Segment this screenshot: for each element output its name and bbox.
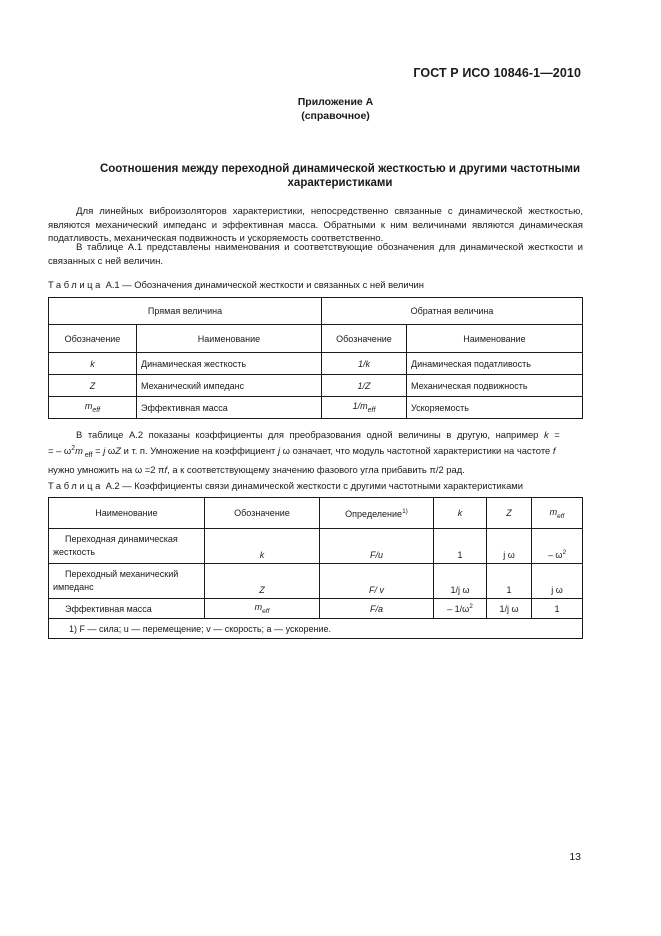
table1-group-inverse: Обратная величина	[322, 298, 583, 325]
table2-header-k: k	[434, 498, 487, 529]
table1-group-direct: Прямая величина	[49, 298, 322, 325]
table-row	[49, 397, 583, 419]
table1-header-inv-name: Наименование	[407, 325, 583, 353]
table2-header-symbol: Обозначение	[205, 498, 320, 529]
table1-cell-inv-symbol: 1/Z	[322, 375, 407, 397]
annex-heading	[0, 95, 661, 123]
table2-caption-text: А.2 — Коэффициенты связи динамической жесткости с другими частотными характеристиками	[105, 480, 523, 491]
table1-cell-symbol: $m_{eff}$	[49, 397, 137, 419]
table1-header-inv-symbol: Обозначение	[322, 325, 407, 353]
table2-header-definition: Определение$^{1)}$	[320, 498, 434, 529]
paragraph-3: В таблице А.2 показаны коэффициенты для преобразования одной величины в другую, например k = = – $\omega^2m$ $_{eff}$ = j ωZ и т. п. Умножение на коэффициент j ω означает, что модуль частотной характеристики на частоте f нужно умножить на ω =2 πf, а к соответствующему значению фазового угла прибавить π/2 рад.	[48, 429, 560, 475]
table1-cell-inv-name: Динамическая податливость	[407, 353, 583, 375]
table2-cell-k: 1	[434, 529, 487, 564]
table1-header-name: Наименование	[137, 325, 322, 353]
table1-cell-inv-symbol: $1/m_{eff}$	[322, 397, 407, 419]
table-row	[49, 564, 583, 599]
table2-cell-m: – $\omega^2$	[532, 529, 583, 564]
table2-header-m: $m_{eff}$	[532, 498, 583, 529]
table2-header-z: Z	[487, 498, 532, 529]
table2-footnote: 1) F — сила; u — перемещение; v — скорость; a — ускорение.	[49, 619, 583, 639]
page-number: 13	[569, 851, 581, 863]
table-2	[48, 497, 583, 639]
table1-cell-name: Эффективная масса	[137, 397, 322, 419]
table2-caption	[48, 480, 523, 491]
table2-cell-k: – $1/\omega^2$	[434, 599, 487, 619]
table2-cell-m: 1	[532, 599, 583, 619]
table2-cell-symbol: $m_{eff}$	[205, 599, 320, 619]
table-row	[49, 353, 583, 375]
table-1	[48, 297, 583, 419]
paragraph-1: Для линейных виброизоляторов характеристики, непосредственно связанные с динамической жесткостью, являются механический импеданс и эффективная масса. Обратными к ним величинами являются динамическая податливость, механическая подвижность и ускоряемость соответственно.	[48, 206, 583, 245]
paragraph-2: В таблице А.1 представлены наименования и соответствующие обозначения для динамической жесткости и связанных с ней величин.	[48, 242, 583, 267]
table2-cell-definition: F/ v	[320, 564, 434, 599]
section-title: Соотношения между переходной динамической жесткостью и другими частотными характеристиками	[99, 163, 581, 189]
table2-cell-z: 1/j ω	[487, 599, 532, 619]
table1-cell-name: Механический импеданс	[137, 375, 322, 397]
table2-cell-m: j ω	[532, 564, 583, 599]
document-code: ГОСТ Р ИСО 10846-1—2010	[413, 66, 581, 80]
table1-header-symbol: Обозначение	[49, 325, 137, 353]
table2-cell-name: Переходный механический импеданс	[49, 564, 205, 599]
table-row	[49, 599, 583, 619]
table2-cell-symbol: k	[205, 529, 320, 564]
table2-header-name: Наименование	[49, 498, 205, 529]
table1-caption-word: Таблица	[48, 279, 103, 290]
annex-type: (справочное)	[301, 110, 370, 122]
table2-cell-symbol: Z	[205, 564, 320, 599]
table2-cell-name: Переходная динамическая жесткость	[49, 529, 205, 564]
table-row	[49, 375, 583, 397]
table2-cell-k: 1/j ω	[434, 564, 487, 599]
table1-cell-symbol: k	[49, 353, 137, 375]
table2-cell-z: j ω	[487, 529, 532, 564]
table2-cell-z: 1	[487, 564, 532, 599]
table2-cell-definition: F/u	[320, 529, 434, 564]
table2-cell-definition: F/a	[320, 599, 434, 619]
annex-title: Приложение А	[297, 96, 374, 108]
table-row	[49, 529, 583, 564]
table1-cell-inv-name: Механическая подвижность	[407, 375, 583, 397]
table1-cell-inv-name: Ускоряемость	[407, 397, 583, 419]
table2-cell-name: Эффективная масса	[49, 599, 205, 619]
table1-cell-symbol: Z	[49, 375, 137, 397]
table1-cell-inv-symbol: 1/k	[322, 353, 407, 375]
table1-caption	[48, 279, 424, 290]
table2-caption-word: Таблица	[48, 480, 103, 491]
table1-caption-text: А.1 — Обозначения динамической жесткости и связанных с ней величин	[105, 279, 424, 290]
table1-cell-name: Динамическая жесткость	[137, 353, 322, 375]
